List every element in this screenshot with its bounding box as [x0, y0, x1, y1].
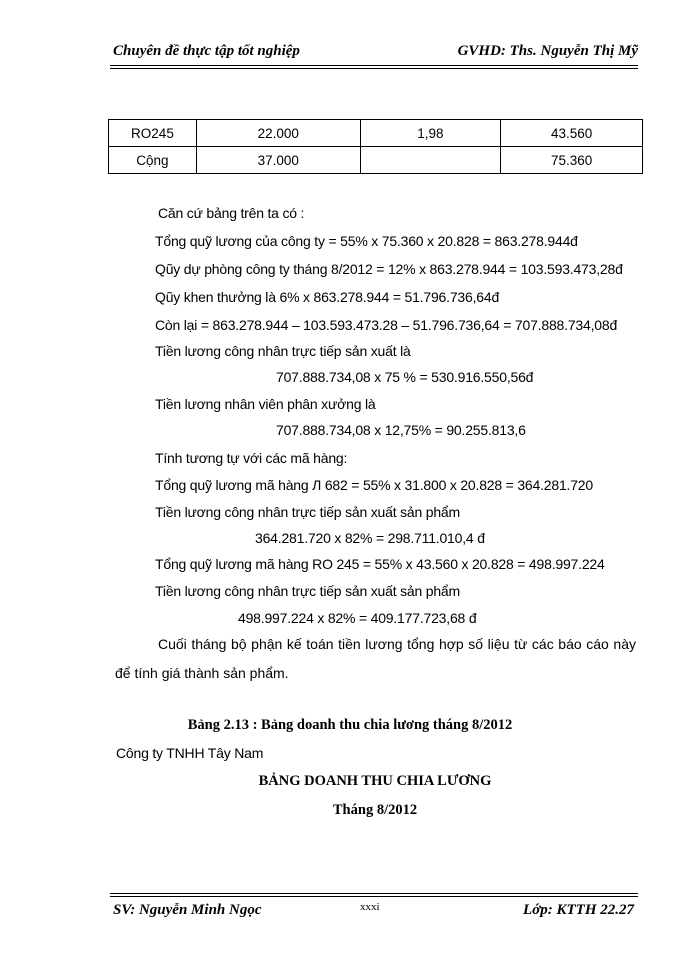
body-line: Tổng quỹ lương mã hàng Л 682 = 55% x 31.800 x 20.828 = 364.281.720 [155, 477, 593, 493]
body-line: Qũy dự phòng công ty tháng 8/2012 = 12% x 863.278.944 = 103.593.473,28đ [155, 261, 623, 277]
company-name: Công ty TNHH Tây Nam [116, 745, 264, 761]
table-cell: Cộng [109, 147, 197, 174]
footer-left: SV: Nguyễn Minh Ngọc [113, 902, 262, 918]
footer-rule [110, 893, 638, 897]
header-left: Chuyên đề thực tập tốt nghiệp [113, 43, 300, 59]
table-cell: 75.360 [501, 147, 643, 174]
table-cell: 43.560 [501, 120, 643, 147]
body-line: Tính tương tự với các mã hàng: [155, 450, 348, 466]
body-line: Tiền lương công nhân trực tiếp sản xuất sản phẩm [155, 583, 460, 599]
report-month: Tháng 8/2012 [332, 802, 418, 818]
table-cell: RO245 [109, 120, 197, 147]
body-line: Tiền lương công nhân trực tiếp sản xuất là [155, 343, 411, 359]
body-paragraph: Cuối tháng bộ phận kế toán tiền lương tổng hợp số liệu từ các báo cáo này để tính giá thành sản phẩm. [115, 636, 636, 681]
footer-right: Lớp: KTTH 22.27 [523, 902, 634, 918]
table-cell: 22.000 [196, 120, 360, 147]
report-title: BẢNG DOANH THU CHIA LƯƠNG [258, 773, 492, 789]
table-row [109, 147, 643, 174]
header-right: GVHD: Ths. Nguyễn Thị Mỹ [457, 43, 638, 59]
body-line: Qũy khen thưởng là 6% x 863.278.944 = 51.796.736,64đ [155, 289, 500, 305]
table-row [109, 120, 643, 147]
body-line: Căn cứ bảng trên ta có : [158, 205, 305, 221]
body-line: Tiền lương nhân viên phân xưởng là [155, 396, 376, 412]
body-line: Tổng quỹ lương của công ty = 55% x 75.360 x 20.828 = 863.278.944đ [155, 233, 578, 249]
table-caption: Bảng 2.13 : Bảng doanh thu chia lương tháng 8/2012 [187, 717, 513, 733]
body-line: Tổng quỹ lương mã hàng RO 245 = 55% x 43.560 x 20.828 = 498.997.224 [155, 556, 605, 572]
table-cell: 37.000 [196, 147, 360, 174]
table-cell: 1,98 [360, 120, 501, 147]
body-line: 364.281.720 x 82% = 298.711.010,4 đ [255, 530, 485, 546]
body-line: Còn lại = 863.278.944 – 103.593.473.28 – 51.796.736,64 = 707.888.734,08đ [155, 317, 618, 333]
page-number: xxxi [360, 901, 380, 913]
body-line: 707.888.734,08 x 75 % = 530.916.550,56đ [276, 369, 534, 385]
body-line: 707.888.734,08 x 12,75% = 90.255.813,6 [276, 422, 526, 438]
table-cell [360, 147, 501, 174]
salary-table [108, 119, 643, 174]
body-line: 498.997.224 x 82% = 409.177.723,68 đ [238, 610, 477, 626]
body-line: Tiền lương công nhân trực tiếp sản xuất sản phẩm [155, 504, 460, 520]
header-rule [110, 65, 638, 69]
